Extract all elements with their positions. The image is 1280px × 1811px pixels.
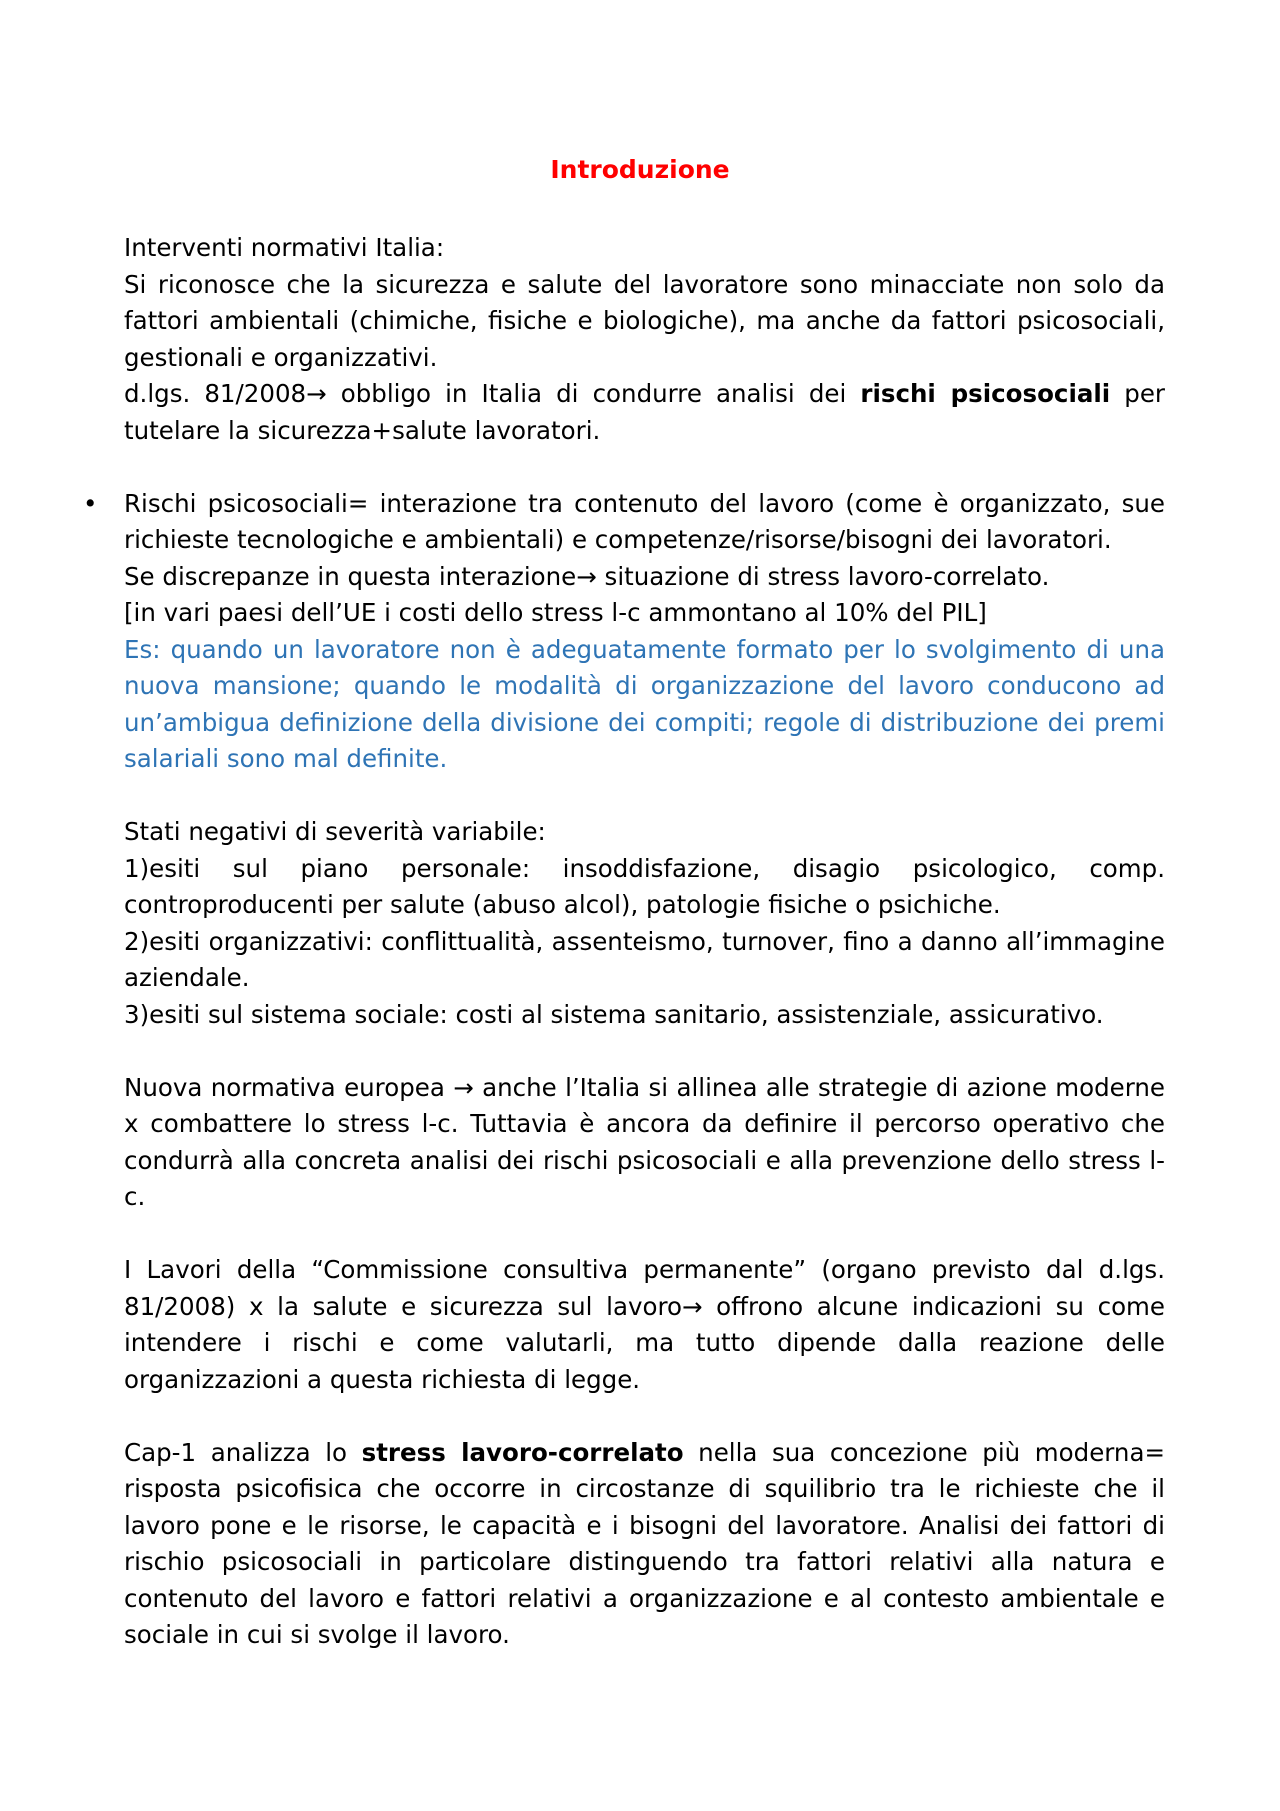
outcome-item-2: 2)esiti organizzativi: conflittualità, assenteismo, turnover, fino a danno all’immagine aziendale. — [124, 926, 1165, 992]
law-text-end: per tutelare la sicurezza+salute lavoratori. — [124, 379, 1165, 445]
arrow-icon: → — [306, 379, 327, 408]
arrow-icon: → — [453, 1072, 474, 1102]
law-reference: d.lgs. 81/2008 — [124, 379, 307, 408]
intro-paragraph: Si riconosce che la sicurezza e salute del lavoratore sono minacciate non solo da fattori ambientali (chimiche, fisiche e biologiche), ma anche da fattori psicosociali, gestionali e organizzativi. — [124, 269, 1165, 372]
arrow-icon: → — [576, 561, 597, 591]
cap1-text-end: nella sua concezione più moderna= risposta psicofisica che occorre in circostanze di squilibrio tra le richieste che il lavoro pone e le risorse, le capacità e i bisogni del lavoratore. Analisi dei fattori di rischio psicosociali in particolare distinguendo tra fattori relativi alla natura e contenuto del lavoro e fattori relativi a organizzazione e al contesto ambientale e sociale in cui si svolge il lavoro. — [124, 1437, 1165, 1649]
bullet-block — [83, 486, 1165, 778]
commission-text: I Lavori della “Commissione consultiva permanente” (organo previsto dal d.lgs. 81/2008) x la salute e sicurezza sul lavoro — [124, 1255, 1165, 1321]
document-body — [83, 230, 1165, 1654]
norm-text: Nuova normativa europea — [124, 1072, 454, 1102]
page-title: Introduzione — [550, 155, 730, 184]
commission-paragraph — [124, 1252, 1165, 1398]
outcomes-heading: Stati negativi di severità variabile: — [124, 817, 546, 846]
norm-paragraph — [124, 1070, 1165, 1216]
discrepancy-result: situazione di stress lavoro-correlato. — [596, 561, 1050, 591]
outcome-item-3: 3)esiti sul sistema sociale: costi al sistema sanitario, assistenziale, assicurativo. — [124, 999, 1104, 1029]
outcome-item-1: 1)esiti sul piano personale: insoddisfazione, disagio psicologico, comp. controproducenti per salute (abuso alcol), patologie fisiche o psichiche. — [124, 853, 1165, 919]
example-paragraph: Es: quando un lavoratore non è adeguatamente formato per lo svolgimento di una nuova mansione; quando le modalità di organizzazione del lavoro conducono ad un’ambigua definizione della divisione dei compiti; regole di distribuzione dei premi salariali sono mal definite. — [124, 634, 1165, 773]
arrow-icon: → — [681, 1291, 703, 1321]
risk-definition: Rischi psicosociali= interazione tra contenuto del lavoro (come è organizzato, sue richieste tecnologiche e ambientali) e competenze/risorse/bisogni dei lavoratori. — [124, 488, 1165, 554]
law-paragraph — [124, 376, 1165, 449]
cap1-paragraph — [124, 1435, 1165, 1654]
cap1-text: Cap-1 analizza lo — [124, 1437, 362, 1467]
law-text: obbligo in Italia di condurre analisi dei — [326, 379, 861, 408]
cost-note: [in vari paesi dell’UE i costi dello stress l-c ammontano al 10% del PIL] — [124, 598, 987, 627]
discrepancy-text: Se discrepanze in questa interazione — [124, 561, 577, 591]
norm-text-end: anche l’Italia si allinea alle strategie di azione moderne x combattere lo stress l-c. Tuttavia è ancora da definire il percorso operativo che condurrà alla concreta analisi dei rischi psicosociali e alla prevenzione dello stress l-c. — [124, 1072, 1165, 1211]
bullet-icon: • — [83, 488, 98, 518]
commission-text-end: offrono alcune indicazioni su come intendere i rischi e come valutarli, ma tutto dipende dalla reazione delle organizzazioni a questa richiesta di legge. — [124, 1291, 1165, 1394]
discrepancy-line — [124, 559, 1165, 596]
intro-heading: Interventi normativi Italia: — [124, 233, 445, 262]
cap1-bold-term: stress lavoro-correlato — [361, 1437, 684, 1467]
law-bold-term: rischi psicosociali — [860, 379, 1111, 408]
